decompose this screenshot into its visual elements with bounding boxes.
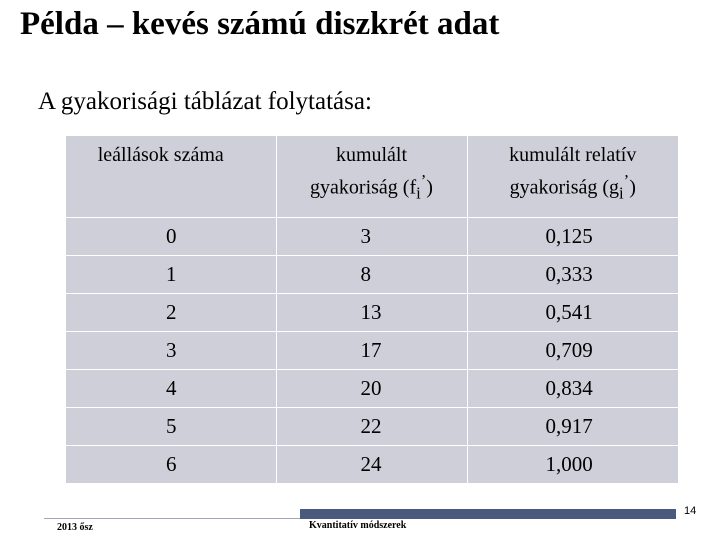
cell-cumulative-frequency: 8 xyxy=(276,256,467,294)
footer-accent-bar xyxy=(300,509,676,519)
cell-relative-frequency: 0,917 xyxy=(467,408,678,446)
cell-stoppages: 5 xyxy=(66,408,276,446)
header-relative-subscript: i xyxy=(619,183,624,203)
cell-cumulative-frequency: 24 xyxy=(276,446,467,484)
header-relative-tail: ) xyxy=(629,176,636,199)
cell-cumulative-frequency: 22 xyxy=(276,408,467,446)
cell-stoppages: 6 xyxy=(66,446,276,484)
cell-stoppages: 3 xyxy=(66,332,276,370)
table-header-row xyxy=(66,136,678,218)
header-cumulative-relative-frequency xyxy=(467,136,678,218)
cell-cumulative-frequency: 13 xyxy=(276,294,467,332)
cell-stoppages: 2 xyxy=(66,294,276,332)
footer-semester: 2013 ősz xyxy=(57,522,93,533)
table-row xyxy=(66,370,678,408)
header-stoppages-label: leállások száma xyxy=(97,144,224,166)
cell-relative-frequency: 0,125 xyxy=(467,218,678,256)
cell-relative-frequency: 0,541 xyxy=(467,294,678,332)
prime-mark: ’ xyxy=(623,171,630,190)
cumulative-frequency-table xyxy=(66,136,678,483)
cell-cumulative-frequency: 17 xyxy=(276,332,467,370)
header-cumulative-line1: kumulált xyxy=(335,144,408,166)
table-row xyxy=(66,446,678,484)
table-row xyxy=(66,332,678,370)
frequency-table-container xyxy=(66,136,678,477)
cell-stoppages: 4 xyxy=(66,370,276,408)
page-number: 14 xyxy=(684,505,697,517)
header-cumulative-subscript: i xyxy=(416,183,421,203)
header-relative-line1: kumulált relatív xyxy=(509,144,637,166)
table-row xyxy=(66,408,678,446)
table-row xyxy=(66,294,678,332)
slide-title: Példa – kevés számú diszkrét adat xyxy=(20,6,500,42)
cell-relative-frequency: 0,834 xyxy=(467,370,678,408)
slide-subtitle: A gyakorisági táblázat folytatása: xyxy=(38,88,372,115)
cell-cumulative-frequency: 3 xyxy=(276,218,467,256)
header-cumulative-frequency xyxy=(276,136,467,218)
footer-course-name: Kvantitatív módszerek xyxy=(309,520,407,531)
cell-cumulative-frequency: 20 xyxy=(276,370,467,408)
cell-stoppages: 1 xyxy=(66,256,276,294)
header-relative-line2: gyakoriság (g xyxy=(509,176,620,199)
cell-relative-frequency: 1,000 xyxy=(467,446,678,484)
header-cumulative-line2: gyakoriság (f xyxy=(310,176,417,199)
table-row xyxy=(66,218,678,256)
header-cumulative-tail: ) xyxy=(426,176,433,199)
table-row xyxy=(66,256,678,294)
cell-relative-frequency: 0,709 xyxy=(467,332,678,370)
prime-mark: ’ xyxy=(420,171,427,190)
cell-relative-frequency: 0,333 xyxy=(467,256,678,294)
header-stoppages xyxy=(66,136,276,218)
cell-stoppages: 0 xyxy=(66,218,276,256)
